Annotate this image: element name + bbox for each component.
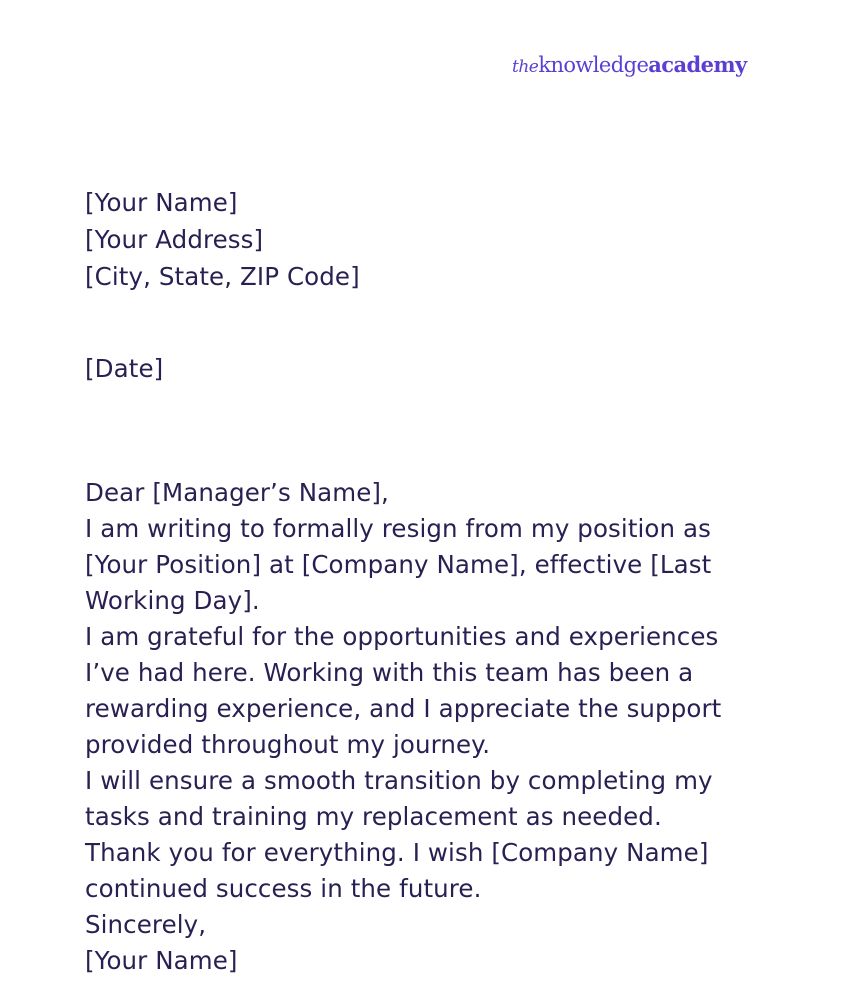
body-line: I will ensure a smooth transition by completing my <box>85 766 713 795</box>
body-line: I am grateful for the opportunities and experiences <box>85 622 719 651</box>
sender-city: [City, State, ZIP Code] <box>85 262 360 291</box>
body-line: continued success in the future. <box>85 874 482 903</box>
sender-block <box>85 184 360 295</box>
logo-part-knowledge: knowledge <box>538 53 649 77</box>
body-line: provided throughout my journey. <box>85 730 491 759</box>
body-line: Working Day]. <box>85 586 260 615</box>
closing: Sincerely, <box>85 910 207 939</box>
logo-part-academy: academy <box>648 52 747 77</box>
sender-name: [Your Name] <box>85 188 238 217</box>
salutation: Dear [Manager’s Name], <box>85 478 389 507</box>
body-line: I am writing to formally resign from my position as <box>85 514 712 543</box>
body-line: Thank you for everything. I wish [Company Name] <box>85 838 709 867</box>
logo-prefix: the <box>512 57 539 77</box>
date-block <box>85 350 163 387</box>
brand-logo <box>512 47 772 83</box>
body-line: I’ve had here. Working with this team has been a <box>85 658 694 687</box>
sender-address: [Your Address] <box>85 225 264 254</box>
body-line: tasks and training my replacement as needed. <box>85 802 662 831</box>
letter-date: [Date] <box>85 354 164 383</box>
body-line: rewarding experience, and I appreciate the support <box>85 694 722 723</box>
letter-body <box>85 475 775 979</box>
signature-name: [Your Name] <box>85 946 238 975</box>
body-line: [Your Position] at [Company Name], effective [Last <box>85 550 712 579</box>
